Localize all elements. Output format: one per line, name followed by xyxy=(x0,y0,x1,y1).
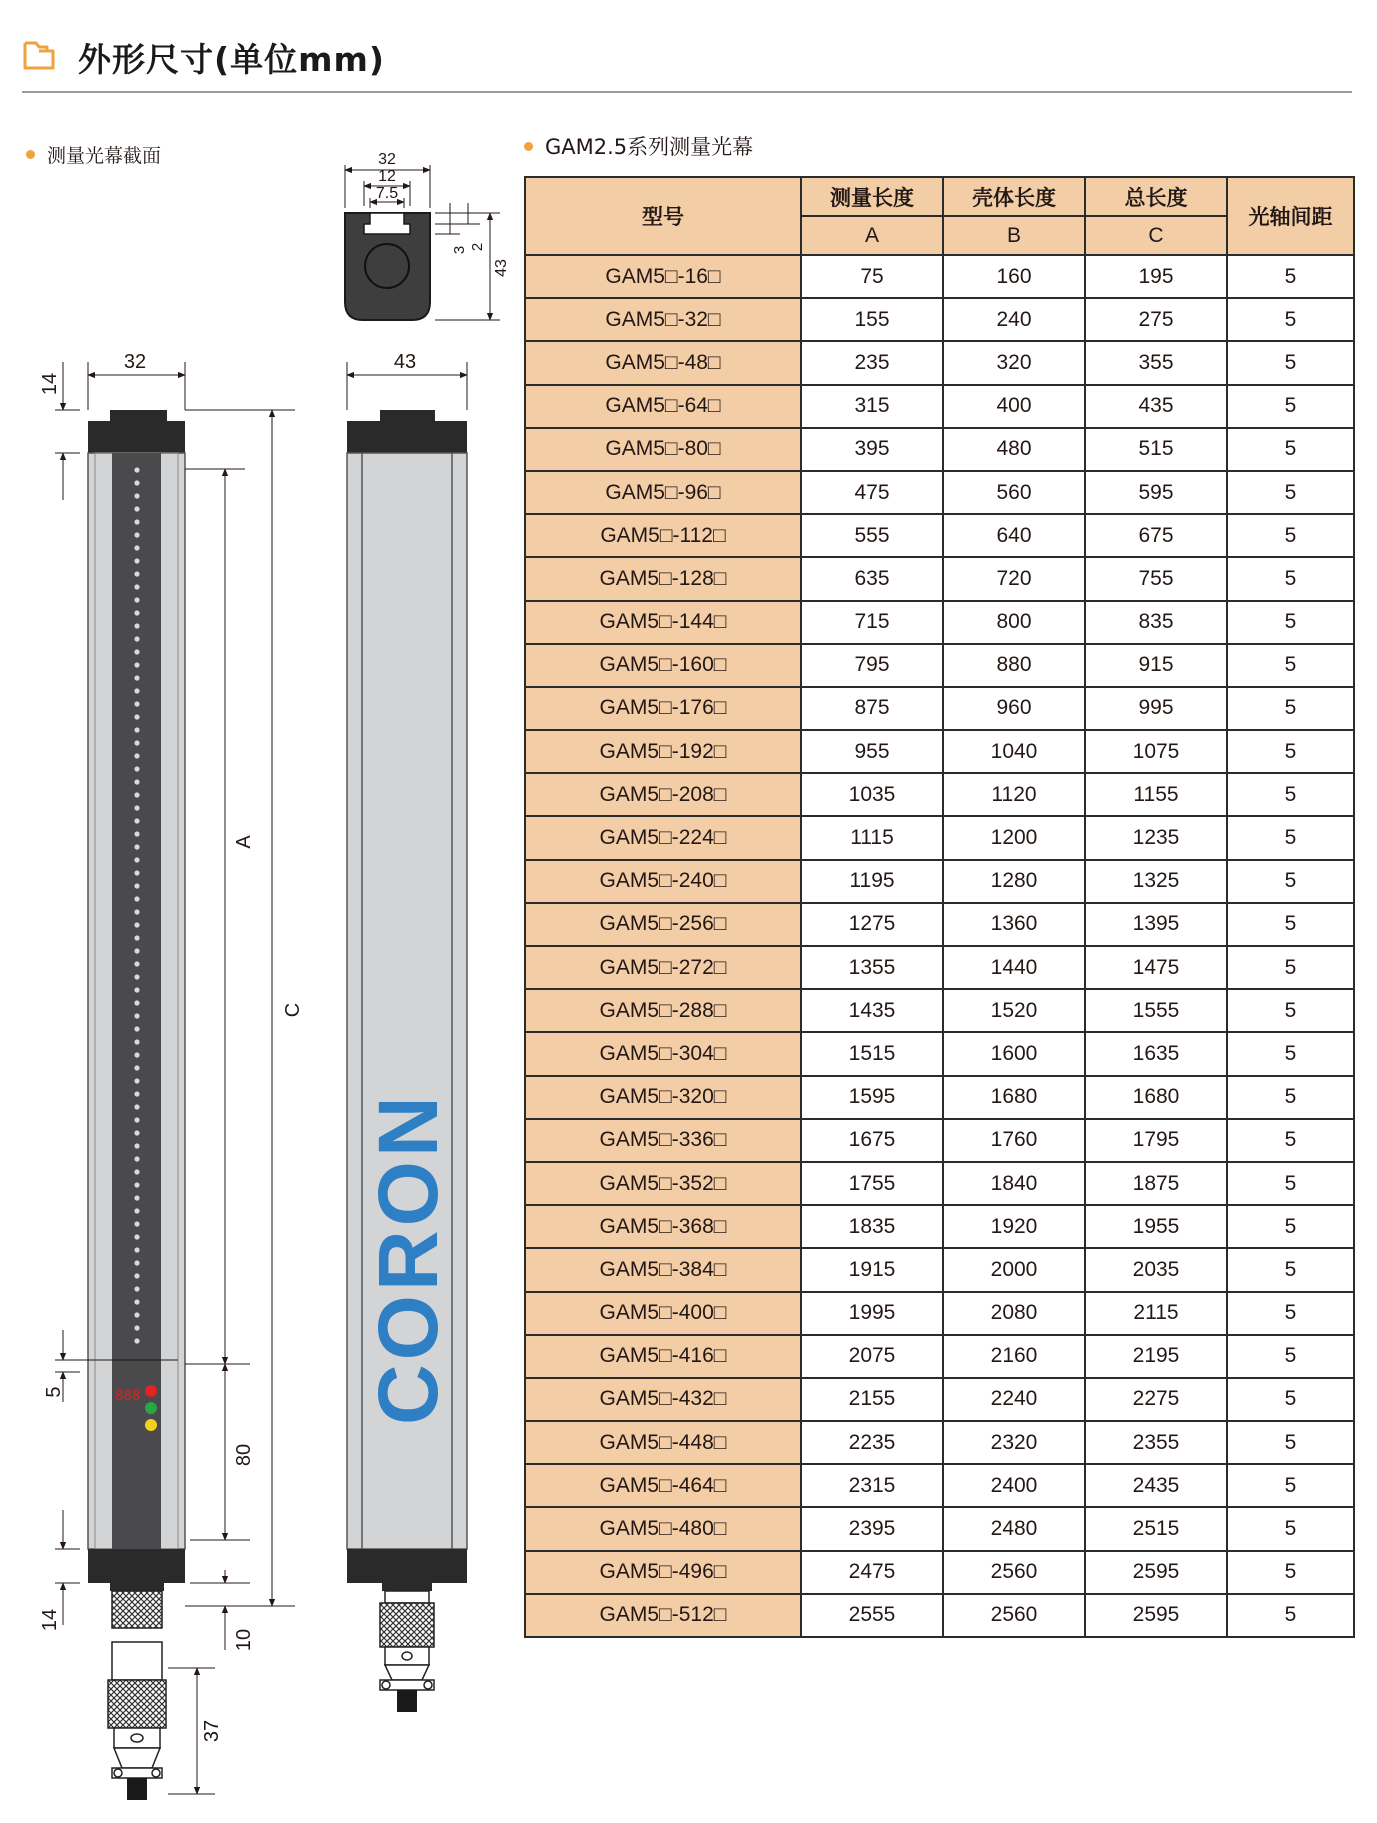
value-cell: 5 xyxy=(1227,1551,1354,1594)
value-cell: 5 xyxy=(1227,1335,1354,1378)
emitter-dot xyxy=(134,870,139,875)
emitter-dot xyxy=(134,571,139,576)
table-row xyxy=(525,385,1354,428)
model-cell: GAM5□-464□ xyxy=(525,1464,801,1507)
model-cell: GAM5□-48□ xyxy=(525,341,801,384)
emitter-dot xyxy=(134,883,139,888)
table-row xyxy=(525,644,1354,687)
value-cell: 5 xyxy=(1227,903,1354,946)
value-cell: 1275 xyxy=(801,903,943,946)
emitter-dot xyxy=(134,610,139,615)
value-cell: 2395 xyxy=(801,1507,943,1550)
value-cell: 480 xyxy=(943,428,1085,471)
emitter-dot xyxy=(134,961,139,966)
value-cell: 5 xyxy=(1227,1464,1354,1507)
emitter-dot xyxy=(134,779,139,784)
value-cell: 5 xyxy=(1227,1421,1354,1464)
dim-side-width: 43 xyxy=(393,351,417,373)
value-cell: 2560 xyxy=(943,1551,1085,1594)
value-cell: 5 xyxy=(1227,773,1354,816)
model-cell: GAM5□-96□ xyxy=(525,471,801,514)
dim-slot-12: 12 xyxy=(378,168,396,185)
value-cell: 5 xyxy=(1227,1594,1354,1637)
value-cell: 795 xyxy=(801,644,943,687)
value-cell: 2275 xyxy=(1085,1378,1227,1421)
header-housing-length: 壳体长度 xyxy=(943,177,1085,216)
value-cell: 1435 xyxy=(801,989,943,1032)
model-cell: GAM5□-240□ xyxy=(525,860,801,903)
emitter-dot xyxy=(134,532,139,537)
value-cell: 5 xyxy=(1227,1378,1354,1421)
table-row xyxy=(525,730,1354,773)
table-row xyxy=(525,557,1354,600)
value-cell: 5 xyxy=(1227,860,1354,903)
dim-A: A xyxy=(233,835,255,849)
emitter-dot xyxy=(134,922,139,927)
value-cell: 1680 xyxy=(1085,1076,1227,1119)
table-row xyxy=(525,989,1354,1032)
model-cell: GAM5□-352□ xyxy=(525,1162,801,1205)
header-col-c: C xyxy=(1085,216,1227,255)
table-row xyxy=(525,1292,1354,1335)
value-cell: 1555 xyxy=(1085,989,1227,1032)
emitter-dot xyxy=(134,649,139,654)
table-row xyxy=(525,1076,1354,1119)
emitter-dot xyxy=(134,675,139,680)
model-cell: GAM5□-256□ xyxy=(525,903,801,946)
emitter-dot xyxy=(134,714,139,719)
value-cell: 5 xyxy=(1227,816,1354,859)
svg-text:888: 888 xyxy=(115,1388,141,1404)
emitter-dot xyxy=(134,1091,139,1096)
emitter-dot xyxy=(134,545,139,550)
value-cell: 160 xyxy=(943,255,1085,298)
value-cell: 5 xyxy=(1227,557,1354,600)
value-cell: 235 xyxy=(801,341,943,384)
emitter-dot xyxy=(134,1052,139,1057)
value-cell: 720 xyxy=(943,557,1085,600)
value-cell: 2595 xyxy=(1085,1551,1227,1594)
value-cell: 560 xyxy=(943,471,1085,514)
value-cell: 2400 xyxy=(943,1464,1085,1507)
value-cell: 1835 xyxy=(801,1205,943,1248)
model-cell: GAM5□-64□ xyxy=(525,385,801,428)
table-row xyxy=(525,1464,1354,1507)
table-row xyxy=(525,1335,1354,1378)
emitter-dot xyxy=(134,935,139,940)
table-row xyxy=(525,1594,1354,1637)
model-cell: GAM5□-416□ xyxy=(525,1335,801,1378)
value-cell: 1395 xyxy=(1085,903,1227,946)
value-cell: 1595 xyxy=(801,1076,943,1119)
value-cell: 755 xyxy=(1085,557,1227,600)
dim-2: 2 xyxy=(469,242,486,252)
table-row xyxy=(525,687,1354,730)
header-axis-spacing: 光轴间距 xyxy=(1227,177,1354,255)
red-led xyxy=(145,1385,157,1397)
value-cell: 1475 xyxy=(1085,946,1227,989)
model-cell: GAM5□-32□ xyxy=(525,298,801,341)
value-cell: 2480 xyxy=(943,1507,1085,1550)
value-cell: 1755 xyxy=(801,1162,943,1205)
emitter-dot xyxy=(134,740,139,745)
emitter-dot xyxy=(134,818,139,823)
emitter-dot xyxy=(134,1143,139,1148)
value-cell: 1915 xyxy=(801,1248,943,1291)
value-cell: 2155 xyxy=(801,1378,943,1421)
value-cell: 1995 xyxy=(801,1292,943,1335)
model-cell: GAM5□-224□ xyxy=(525,816,801,859)
cross-section-view xyxy=(345,151,510,320)
value-cell: 1795 xyxy=(1085,1119,1227,1162)
model-cell: GAM5□-128□ xyxy=(525,557,801,600)
value-cell: 275 xyxy=(1085,298,1227,341)
value-cell: 5 xyxy=(1227,514,1354,557)
bullet-icon xyxy=(524,142,533,151)
emitter-dot xyxy=(134,844,139,849)
value-cell: 800 xyxy=(943,601,1085,644)
emitter-dot xyxy=(134,636,139,641)
value-cell: 2515 xyxy=(1085,1507,1227,1550)
table-row xyxy=(525,298,1354,341)
emitter-dot xyxy=(134,1208,139,1213)
table-row xyxy=(525,1378,1354,1421)
value-cell: 1075 xyxy=(1085,730,1227,773)
value-cell: 2475 xyxy=(801,1551,943,1594)
emitter-dot xyxy=(134,753,139,758)
table-row xyxy=(525,471,1354,514)
value-cell: 1635 xyxy=(1085,1032,1227,1075)
emitter-dot xyxy=(134,558,139,563)
emitter-dot xyxy=(134,519,139,524)
emitter-dot xyxy=(134,1286,139,1291)
dim-led-5: 5 xyxy=(43,1386,65,1398)
value-cell: 1040 xyxy=(943,730,1085,773)
model-cell: GAM5□-16□ xyxy=(525,255,801,298)
dim-3: 3 xyxy=(451,245,468,255)
value-cell: 1600 xyxy=(943,1032,1085,1075)
series-label: GAM2.5系列测量光幕 xyxy=(524,131,753,161)
value-cell: 1200 xyxy=(943,816,1085,859)
value-cell: 715 xyxy=(801,601,943,644)
value-cell: 5 xyxy=(1227,428,1354,471)
model-cell: GAM5□-288□ xyxy=(525,989,801,1032)
emitter-dot xyxy=(134,1312,139,1317)
model-cell: GAM5□-304□ xyxy=(525,1032,801,1075)
emitter-dot xyxy=(134,1247,139,1252)
table-row xyxy=(525,1507,1354,1550)
emitter-dot xyxy=(134,909,139,914)
emitter-dot xyxy=(134,1221,139,1226)
cross-section-label: 测量光幕截面 xyxy=(26,141,161,168)
emitter-dot xyxy=(134,1000,139,1005)
value-cell: 1155 xyxy=(1085,773,1227,816)
value-cell: 880 xyxy=(943,644,1085,687)
spec-table-body xyxy=(525,255,1354,1637)
value-cell: 400 xyxy=(943,385,1085,428)
emitter-dot xyxy=(134,766,139,771)
value-cell: 595 xyxy=(1085,471,1227,514)
value-cell: 960 xyxy=(943,687,1085,730)
value-cell: 5 xyxy=(1227,730,1354,773)
value-cell: 2560 xyxy=(943,1594,1085,1637)
value-cell: 1325 xyxy=(1085,860,1227,903)
value-cell: 5 xyxy=(1227,385,1354,428)
model-cell: GAM5□-384□ xyxy=(525,1248,801,1291)
model-cell: GAM5□-176□ xyxy=(525,687,801,730)
value-cell: 1675 xyxy=(801,1119,943,1162)
value-cell: 1355 xyxy=(801,946,943,989)
header-model: 型号 xyxy=(525,177,801,255)
dimension-drawing xyxy=(0,0,520,1823)
emitter-dot xyxy=(134,792,139,797)
dim-top-14: 14 xyxy=(39,372,61,396)
value-cell: 5 xyxy=(1227,946,1354,989)
value-cell: 195 xyxy=(1085,255,1227,298)
value-cell: 5 xyxy=(1227,601,1354,644)
dim-height-43: 43 xyxy=(493,259,510,277)
header-col-a: A xyxy=(801,216,943,255)
table-row xyxy=(525,601,1354,644)
emitter-dot xyxy=(134,1338,139,1343)
model-cell: GAM5□-448□ xyxy=(525,1421,801,1464)
emitter-dot xyxy=(134,688,139,693)
emitter-dot xyxy=(134,1156,139,1161)
dim-front-width: 32 xyxy=(123,351,147,373)
emitter-dot xyxy=(134,1182,139,1187)
value-cell: 2355 xyxy=(1085,1421,1227,1464)
page-title: 外形尺寸(单位mm) xyxy=(78,40,385,79)
value-cell: 5 xyxy=(1227,1292,1354,1335)
emitter-dot xyxy=(134,1130,139,1135)
value-cell: 640 xyxy=(943,514,1085,557)
value-cell: 2320 xyxy=(943,1421,1085,1464)
value-cell: 1120 xyxy=(943,773,1085,816)
value-cell: 1035 xyxy=(801,773,943,816)
header-col-b: B xyxy=(943,216,1085,255)
emitter-dot xyxy=(134,662,139,667)
value-cell: 1760 xyxy=(943,1119,1085,1162)
value-cell: 515 xyxy=(1085,428,1227,471)
value-cell: 2075 xyxy=(801,1335,943,1378)
emitter-dot xyxy=(134,805,139,810)
dim-80: 80 xyxy=(233,1443,255,1467)
value-cell: 2315 xyxy=(801,1464,943,1507)
value-cell: 2235 xyxy=(801,1421,943,1464)
value-cell: 915 xyxy=(1085,644,1227,687)
value-cell: 635 xyxy=(801,557,943,600)
emitter-dot xyxy=(134,974,139,979)
emitter-dot xyxy=(134,1169,139,1174)
value-cell: 2555 xyxy=(801,1594,943,1637)
emitter-dot xyxy=(134,1013,139,1018)
value-cell: 1280 xyxy=(943,860,1085,903)
model-cell: GAM5□-336□ xyxy=(525,1119,801,1162)
header-total-length: 总长度 xyxy=(1085,177,1227,216)
value-cell: 5 xyxy=(1227,341,1354,384)
value-cell: 5 xyxy=(1227,1119,1354,1162)
value-cell: 5 xyxy=(1227,255,1354,298)
value-cell: 240 xyxy=(943,298,1085,341)
model-cell: GAM5□-160□ xyxy=(525,644,801,687)
table-row xyxy=(525,1421,1354,1464)
model-cell: GAM5□-272□ xyxy=(525,946,801,989)
emitter-dot xyxy=(134,1039,139,1044)
emitter-dot xyxy=(134,623,139,628)
emitter-dot xyxy=(134,1104,139,1109)
emitter-dot xyxy=(134,987,139,992)
value-cell: 395 xyxy=(801,428,943,471)
emitter-dot xyxy=(134,1078,139,1083)
table-row xyxy=(525,816,1354,859)
side-view xyxy=(347,351,467,1712)
spec-table xyxy=(524,176,1355,1638)
emitter-dot xyxy=(134,1234,139,1239)
value-cell: 2035 xyxy=(1085,1248,1227,1291)
emitter-dot xyxy=(134,493,139,498)
model-cell: GAM5□-512□ xyxy=(525,1594,801,1637)
dim-C: C xyxy=(282,1002,304,1018)
value-cell: 2000 xyxy=(943,1248,1085,1291)
value-cell: 5 xyxy=(1227,687,1354,730)
emitter-dot xyxy=(134,1026,139,1031)
value-cell: 1955 xyxy=(1085,1205,1227,1248)
emitter-dot xyxy=(134,857,139,862)
model-cell: GAM5□-368□ xyxy=(525,1205,801,1248)
table-row xyxy=(525,903,1354,946)
value-cell: 1235 xyxy=(1085,816,1227,859)
value-cell: 2595 xyxy=(1085,1594,1227,1637)
value-cell: 1680 xyxy=(943,1076,1085,1119)
value-cell: 675 xyxy=(1085,514,1227,557)
table-row xyxy=(525,1032,1354,1075)
value-cell: 995 xyxy=(1085,687,1227,730)
value-cell: 1840 xyxy=(943,1162,1085,1205)
model-cell: GAM5□-480□ xyxy=(525,1507,801,1550)
header-measure-length: 测量长度 xyxy=(801,177,943,216)
emitter-dot xyxy=(134,480,139,485)
value-cell: 355 xyxy=(1085,341,1227,384)
value-cell: 5 xyxy=(1227,1076,1354,1119)
value-cell: 835 xyxy=(1085,601,1227,644)
value-cell: 1520 xyxy=(943,989,1085,1032)
dim-width-32: 32 xyxy=(378,151,396,168)
value-cell: 1920 xyxy=(943,1205,1085,1248)
value-cell: 5 xyxy=(1227,989,1354,1032)
value-cell: 955 xyxy=(801,730,943,773)
model-cell: GAM5□-400□ xyxy=(525,1292,801,1335)
model-cell: GAM5□-80□ xyxy=(525,428,801,471)
value-cell: 5 xyxy=(1227,1162,1354,1205)
model-cell: GAM5□-496□ xyxy=(525,1551,801,1594)
value-cell: 435 xyxy=(1085,385,1227,428)
value-cell: 5 xyxy=(1227,298,1354,341)
value-cell: 875 xyxy=(801,687,943,730)
emitter-dot xyxy=(134,1273,139,1278)
value-cell: 2435 xyxy=(1085,1464,1227,1507)
value-cell: 315 xyxy=(801,385,943,428)
emitter-dot xyxy=(134,1195,139,1200)
value-cell: 1875 xyxy=(1085,1162,1227,1205)
model-cell: GAM5□-112□ xyxy=(525,514,801,557)
value-cell: 1440 xyxy=(943,946,1085,989)
value-cell: 5 xyxy=(1227,471,1354,514)
emitter-dot xyxy=(134,1325,139,1330)
table-row xyxy=(525,1551,1354,1594)
emitter-dot xyxy=(134,584,139,589)
value-cell: 2160 xyxy=(943,1335,1085,1378)
yellow-led xyxy=(145,1419,157,1431)
value-cell: 5 xyxy=(1227,1205,1354,1248)
table-row xyxy=(525,773,1354,816)
dim-37: 37 xyxy=(201,1719,223,1743)
value-cell: 555 xyxy=(801,514,943,557)
value-cell: 5 xyxy=(1227,1507,1354,1550)
emitter-dot xyxy=(134,1299,139,1304)
table-row xyxy=(525,860,1354,903)
emitter-dot xyxy=(134,506,139,511)
front-view xyxy=(39,351,304,1800)
emitter-dot xyxy=(134,831,139,836)
emitter-dot xyxy=(134,701,139,706)
table-row xyxy=(525,1248,1354,1291)
model-cell: GAM5□-144□ xyxy=(525,601,801,644)
emitter-dot xyxy=(134,948,139,953)
table-row xyxy=(525,1119,1354,1162)
table-row xyxy=(525,428,1354,471)
value-cell: 2240 xyxy=(943,1378,1085,1421)
model-cell: GAM5□-192□ xyxy=(525,730,801,773)
model-cell: GAM5□-208□ xyxy=(525,773,801,816)
emitter-dot xyxy=(134,1260,139,1265)
value-cell: 1515 xyxy=(801,1032,943,1075)
model-cell: GAM5□-432□ xyxy=(525,1378,801,1421)
value-cell: 320 xyxy=(943,341,1085,384)
emitter-dot xyxy=(134,1065,139,1070)
value-cell: 2080 xyxy=(943,1292,1085,1335)
table-row xyxy=(525,946,1354,989)
dim-slot-7-5: 7.5 xyxy=(375,185,399,202)
dim-cap-14: 14 xyxy=(39,1608,61,1632)
emitter-dot xyxy=(134,896,139,901)
value-cell: 1115 xyxy=(801,816,943,859)
table-row xyxy=(525,255,1354,298)
value-cell: 1360 xyxy=(943,903,1085,946)
green-led xyxy=(145,1402,157,1414)
value-cell: 2115 xyxy=(1085,1292,1227,1335)
emitter-dot xyxy=(134,1117,139,1122)
value-cell: 1195 xyxy=(801,860,943,903)
emitter-dot xyxy=(134,727,139,732)
table-row xyxy=(525,1205,1354,1248)
table-row xyxy=(525,514,1354,557)
value-cell: 5 xyxy=(1227,1248,1354,1291)
value-cell: 2195 xyxy=(1085,1335,1227,1378)
table-row xyxy=(525,341,1354,384)
emitter-dot xyxy=(134,467,139,472)
value-cell: 475 xyxy=(801,471,943,514)
value-cell: 75 xyxy=(801,255,943,298)
dim-10: 10 xyxy=(233,1628,255,1652)
table-row xyxy=(525,1162,1354,1205)
value-cell: 5 xyxy=(1227,644,1354,687)
brand-logo: CORON xyxy=(361,1092,455,1425)
value-cell: 5 xyxy=(1227,1032,1354,1075)
value-cell: 155 xyxy=(801,298,943,341)
model-cell: GAM5□-320□ xyxy=(525,1076,801,1119)
emitter-dot xyxy=(134,597,139,602)
